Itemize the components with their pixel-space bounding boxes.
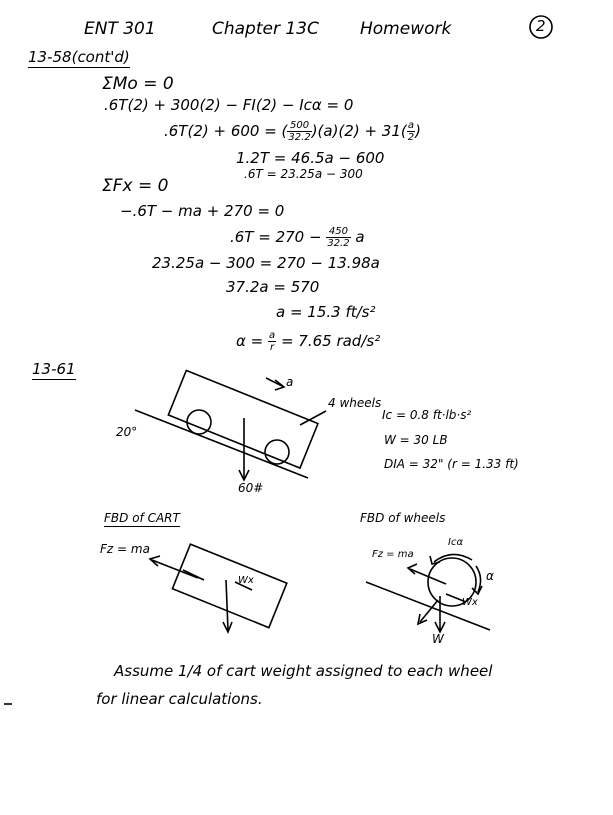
moment-sum: ΣMo = 0 <box>102 74 174 94</box>
eq-4: .6T = 23.25a − 300 <box>244 167 363 181</box>
eq-1: .6T(2) + 300(2) − FI(2) − Icα = 0 <box>104 96 354 114</box>
fbd-cart-body <box>172 544 286 627</box>
fbd-wheel-alpha-arc <box>476 566 481 592</box>
front-wheel <box>265 440 289 464</box>
page-number: 2 <box>536 17 546 35</box>
eq-3: 1.2T = 46.5a − 600 <box>236 149 385 167</box>
eq-2-left: .6T(2) + 600 = ( <box>164 122 288 140</box>
given-diameter: DIA = 32" (r = 1.33 ft) <box>384 457 519 471</box>
eq-2-mid: )(a)(2) + 31( <box>311 122 407 140</box>
wheels-label: 4 wheels <box>328 396 382 410</box>
accel-arrow <box>266 378 282 386</box>
accel-label: a <box>286 375 294 389</box>
eq-10 <box>236 330 380 353</box>
fbd-cart-sketch <box>150 544 287 632</box>
fbd-wheels-weight-label: W <box>432 632 444 646</box>
page-title: Homework <box>360 19 452 39</box>
fbd-cart-wx-label: Wx <box>238 575 254 586</box>
cart-body <box>168 370 318 468</box>
fbd-wheels-title: FBD of wheels <box>360 511 446 525</box>
fbd-cart-force-label: Fz = ma <box>100 542 150 556</box>
incline-line <box>135 410 308 478</box>
eq-6-left: .6T = 270 − <box>230 228 322 246</box>
fbd-wheels-wx-label: Wx <box>462 597 478 608</box>
force-sum: ΣFx = 0 <box>102 176 169 196</box>
eq-6 <box>230 226 365 249</box>
fbd-wheels-sketch <box>366 554 490 632</box>
eq-5: −.6T − ma + 270 = 0 <box>120 202 285 220</box>
fbd-cart-title: FBD of CART <box>104 511 180 525</box>
cart-weight-label: 60# <box>238 481 264 495</box>
cart-sketch <box>135 370 326 480</box>
eq-6-frac-den: 32.2 <box>327 238 350 249</box>
eq-2 <box>164 120 421 143</box>
eq-2-frac2-num: a <box>407 120 414 131</box>
eq-10-frac-num: a <box>269 330 276 341</box>
note-line-1: Assume 1/4 of cart weight assigned to each wheel <box>114 662 493 680</box>
eq-2-frac-num: 500 <box>287 120 311 132</box>
eq-2-right: ) <box>415 122 421 140</box>
problem-label-13-61: 13-61 <box>32 360 76 378</box>
given-weight: W = 30 LB <box>384 433 448 447</box>
eq-10-frac-den: r <box>270 342 275 353</box>
eq-9: a = 15.3 ft/s² <box>276 303 376 321</box>
fbd-wheels-alpha-label: α <box>486 569 494 583</box>
fbd-cart-inner-arrow <box>183 570 204 580</box>
eq-10-left: α = <box>236 332 264 350</box>
fbd-cart-weight-arrow <box>226 580 228 630</box>
given-ic: Ic = 0.8 ft·lb·s² <box>382 408 472 422</box>
fbd-cart-friction-arrow <box>152 560 198 578</box>
fbd-wheel-friction-head <box>408 564 417 574</box>
fbd-wheels-ic-label: Icα <box>448 537 464 548</box>
course-code: ENT 301 <box>84 19 156 39</box>
fbd-wheel-moment-head <box>430 556 440 564</box>
eq-2-frac-den: 32.2 <box>288 132 311 143</box>
eq-6-frac <box>326 226 350 249</box>
eq-2-frac <box>287 120 311 143</box>
eq-8: 37.2a = 570 <box>226 278 320 296</box>
eq-10-right: = 7.65 rad/s² <box>280 332 381 350</box>
fbd-wheels-force-label: Fz = ma <box>372 549 414 560</box>
eq-2-frac2 <box>407 120 415 143</box>
chapter-label: Chapter 13C <box>212 19 319 39</box>
incline-angle: 20° <box>116 425 138 439</box>
problem-label-13-58: 13-58(cont'd) <box>28 48 130 66</box>
eq-7: 23.25a − 300 = 270 − 13.98a <box>152 254 380 272</box>
eq-6-right: a <box>355 228 365 246</box>
eq-6-frac-num: 450 <box>326 226 350 238</box>
rear-wheel <box>187 410 211 434</box>
note-line-2: for linear calculations. <box>96 690 263 708</box>
eq-10-frac <box>268 330 276 353</box>
eq-2-frac2-den: 2 <box>407 132 415 143</box>
